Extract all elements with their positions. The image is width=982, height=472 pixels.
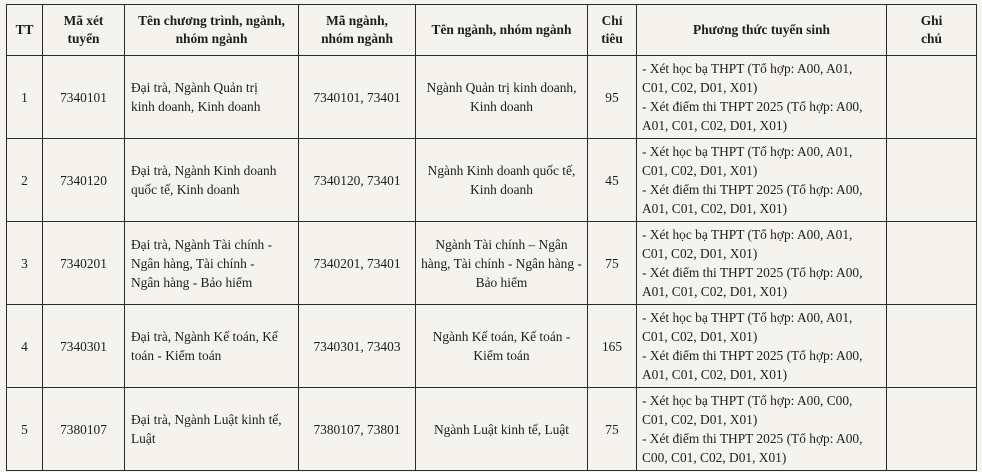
- cell-phuong-thuc: [637, 388, 887, 471]
- cell-phuong-thuc: [637, 305, 887, 388]
- major-line: Ngành Tài chính – Ngân: [435, 236, 568, 252]
- cell-ten-nganh: [416, 56, 588, 139]
- row-number: 3: [21, 255, 28, 271]
- major-line: Ngành Kế toán, Kế toán -: [432, 329, 571, 344]
- method-line: A01, C01, C02, D01, X01): [642, 284, 788, 299]
- header-tt: TT: [7, 5, 43, 56]
- table-row: [7, 139, 977, 222]
- cell-tt: [7, 56, 43, 139]
- method-line: C01, C02, D01, X01): [642, 412, 758, 427]
- major-line: Ngành Kinh doanh quốc tế,: [427, 163, 576, 178]
- cell-chuong-trinh: [125, 388, 299, 471]
- program-line: Ngân hàng, Tài chính -: [131, 255, 255, 271]
- cell-phuong-thuc: [637, 139, 887, 222]
- cell-chi-tieu: [588, 222, 637, 305]
- cell-ghi-chu: [887, 388, 977, 471]
- cell-tt: [7, 139, 43, 222]
- cell-phuong-thuc: [637, 222, 887, 305]
- cell-ma-xet-tuyen: [43, 139, 125, 222]
- program-line: Đại trà, Ngành Kinh doanh: [131, 163, 277, 178]
- program-line: quốc tế, Kinh doanh: [131, 182, 240, 197]
- major-line: Ngành Luật kinh tế, Luật: [434, 421, 569, 437]
- method-line: C01, C02, D01, X01): [642, 329, 758, 344]
- method-line: - Xét học bạ THPT (Tổ hợp: A00, A01,: [642, 227, 853, 242]
- method-line: - Xét điểm thi THPT 2025 (Tổ hợp: A00,: [642, 265, 863, 280]
- cell-chi-tieu: [588, 56, 637, 139]
- cell-phuong-thuc: [637, 56, 887, 139]
- method-line: A01, C01, C02, D01, X01): [642, 201, 788, 216]
- admission-code: 7340120: [60, 172, 107, 188]
- quota-value: 75: [605, 255, 619, 271]
- method-line: C00, C01, C02, D01, X01): [642, 450, 787, 465]
- admission-code: 7340201: [60, 255, 107, 271]
- cell-ghi-chu: [887, 56, 977, 139]
- quota-value: 95: [605, 89, 619, 105]
- major-line: hàng, Tài chính - Ngân hàng -: [421, 255, 582, 271]
- major-codes: 7380107, 73801: [313, 421, 401, 437]
- major-codes: 7340120, 73401: [313, 172, 401, 188]
- cell-ma-nganh: [299, 305, 416, 388]
- cell-ghi-chu: [887, 222, 977, 305]
- major-codes: 7340301, 73403: [313, 338, 401, 354]
- header-ma-nganh: Mã ngành, nhóm ngành: [299, 5, 416, 56]
- cell-ma-nganh: [299, 388, 416, 471]
- cell-ghi-chu: [887, 305, 977, 388]
- cell-tt: [7, 305, 43, 388]
- cell-ma-xet-tuyen: [43, 56, 125, 139]
- method-line: C01, C02, D01, X01): [642, 163, 758, 178]
- header-ghi-chu: Ghi chú: [887, 5, 977, 56]
- cell-ten-nganh: [416, 222, 588, 305]
- major-line: Kinh doanh: [470, 99, 533, 114]
- cell-chi-tieu: [588, 388, 637, 471]
- method-line: A01, C01, C02, D01, X01): [642, 367, 788, 382]
- header-chi-tieu: Chỉ tiêu: [588, 5, 637, 56]
- method-line: C01, C02, D01, X01): [642, 80, 758, 95]
- row-number: 2: [21, 172, 28, 188]
- program-line: Đại trà, Ngành Tài chính -: [131, 236, 273, 252]
- method-line: - Xét học bạ THPT (Tổ hợp: A00, A01,: [642, 61, 853, 76]
- method-line: A01, C01, C02, D01, X01): [642, 118, 788, 133]
- program-line: Ngân hàng - Bảo hiểm: [131, 274, 253, 290]
- admission-table: [6, 4, 977, 471]
- method-line: - Xét điểm thi THPT 2025 (Tổ hợp: A00,: [642, 99, 863, 114]
- cell-chuong-trinh: [125, 56, 299, 139]
- method-line: - Xét điểm thi THPT 2025 (Tổ hợp: A00,: [642, 431, 863, 446]
- quota-value: 45: [605, 172, 619, 188]
- major-codes: 7340201, 73401: [313, 255, 401, 271]
- header-phuong-thuc: Phương thức tuyển sinh: [637, 5, 887, 56]
- cell-chuong-trinh: [125, 139, 299, 222]
- cell-ma-nganh: [299, 139, 416, 222]
- table-header: [7, 5, 977, 56]
- major-line: Kiểm toán: [473, 348, 530, 363]
- method-line: - Xét điểm thi THPT 2025 (Tổ hợp: A00,: [642, 182, 863, 197]
- cell-ten-nganh: [416, 388, 588, 471]
- table-row: [7, 388, 977, 471]
- cell-chi-tieu: [588, 139, 637, 222]
- header-chuong-trinh: Tên chương trình, ngành, nhóm ngành: [125, 5, 299, 56]
- cell-ghi-chu: [887, 139, 977, 222]
- major-codes: 7340101, 73401: [313, 89, 401, 105]
- major-line: Bảo hiểm: [475, 274, 528, 290]
- program-line: kinh doanh, Kinh doanh: [131, 99, 261, 114]
- program-line: Đại trà, Ngành Luật kinh tế,: [131, 412, 282, 427]
- program-line: Đại trà, Ngành Kế toán, Kế: [131, 329, 278, 344]
- admission-code: 7340301: [60, 338, 107, 354]
- cell-ten-nganh: [416, 305, 588, 388]
- cell-ma-nganh: [299, 56, 416, 139]
- admission-code: 7380107: [60, 421, 107, 437]
- method-line: - Xét học bạ THPT (Tổ hợp: A00, A01,: [642, 310, 853, 325]
- header-ten-nganh: Tên ngành, nhóm ngành: [416, 5, 588, 56]
- table-row: [7, 305, 977, 388]
- program-line: toán - Kiểm toán: [131, 348, 222, 363]
- quota-value: 165: [601, 338, 623, 354]
- row-number: 5: [21, 421, 28, 437]
- cell-ma-nganh: [299, 222, 416, 305]
- row-number: 1: [21, 89, 28, 105]
- method-line: - Xét điểm thi THPT 2025 (Tổ hợp: A00,: [642, 348, 863, 363]
- cell-chuong-trinh: [125, 222, 299, 305]
- method-line: - Xét học bạ THPT (Tổ hợp: A00, A01,: [642, 144, 853, 159]
- cell-ten-nganh: [416, 139, 588, 222]
- cell-tt: [7, 388, 43, 471]
- row-number: 4: [21, 338, 28, 354]
- cell-ma-xet-tuyen: [43, 305, 125, 388]
- cell-chuong-trinh: [125, 305, 299, 388]
- method-line: - Xét học bạ THPT (Tổ hợp: A00, C00,: [642, 393, 853, 408]
- major-line: Ngành Quản trị kinh doanh,: [426, 80, 577, 95]
- method-line: C01, C02, D01, X01): [642, 246, 758, 261]
- cell-ma-xet-tuyen: [43, 222, 125, 305]
- major-line: Kinh doanh: [470, 182, 533, 197]
- cell-chi-tieu: [588, 305, 637, 388]
- table-row: [7, 222, 977, 305]
- table-row: [7, 56, 977, 139]
- program-line: Luật: [131, 431, 156, 446]
- table-body: [7, 56, 977, 471]
- quota-value: 75: [605, 421, 619, 437]
- cell-tt: [7, 222, 43, 305]
- cell-ma-xet-tuyen: [43, 388, 125, 471]
- admission-table-sheet: [6, 4, 977, 471]
- admission-code: 7340101: [60, 89, 107, 105]
- program-line: Đại trà, Ngành Quản trị: [131, 80, 258, 95]
- header-ma-xet-tuyen: Mã xét tuyển: [43, 5, 125, 56]
